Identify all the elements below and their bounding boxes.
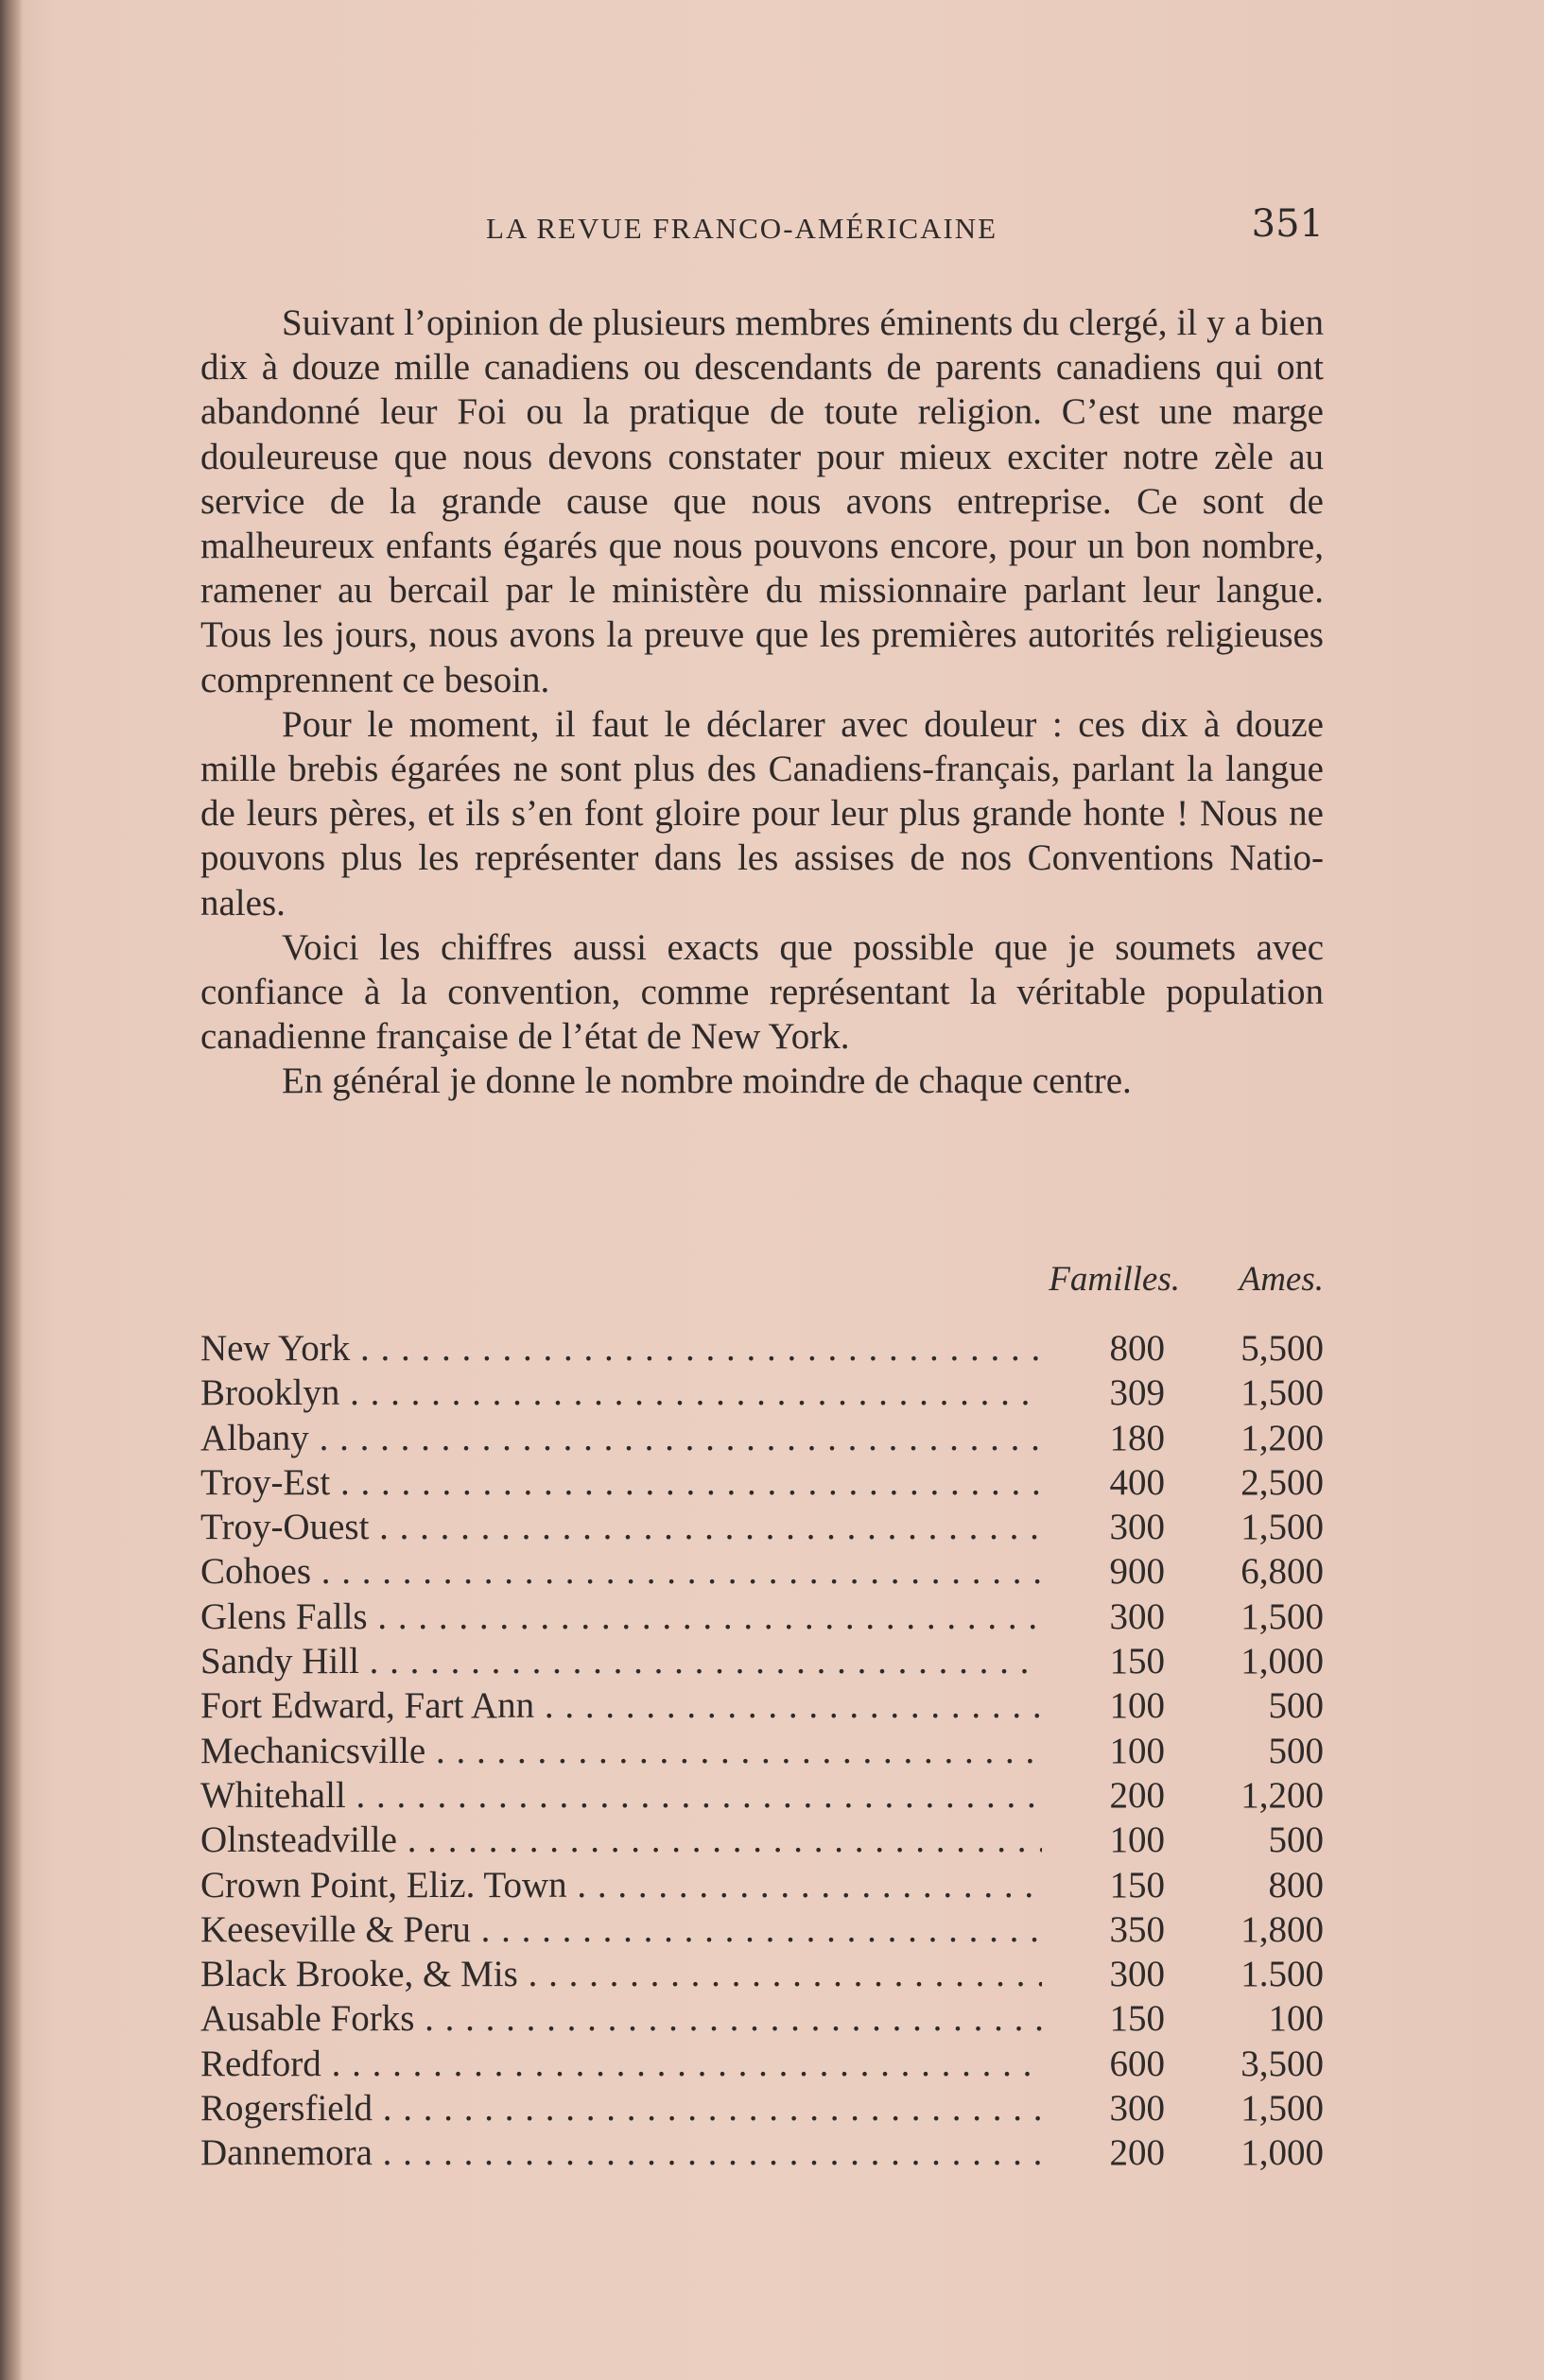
running-head (200, 202, 1324, 255)
familles-value: 200 (1109, 2132, 1165, 2174)
column-header-familles: Familles. (1049, 1260, 1180, 1299)
place-name: Keeseville & Peru (200, 1908, 471, 1950)
dot-leader (200, 2086, 1042, 2130)
paragraph: En général je donne le nombre moindre de chaque centre. (282, 1061, 1132, 1102)
table-row (200, 1907, 1324, 1952)
dot-leader (200, 1505, 1042, 1549)
paragraph: Pour le moment, il faut le déclarer avec douleur : ces dix à douze mille brebis égarées ne sont plus des Canadiens-français, parlant la langue de leurs pères, et ils s’en font gloire pour leur plus grande honte ! Nous ne pouvons plus les représenter dans les assises de nos Conventions Nationales. (200, 703, 1324, 923)
ames-value: 800 (1268, 1864, 1324, 1906)
place-name: Ausable Forks (200, 1998, 415, 2040)
ames-value: 500 (1268, 1685, 1324, 1727)
ames-value: 500 (1268, 1730, 1324, 1771)
dot-leader (200, 1907, 1042, 1952)
table-row (200, 1460, 1324, 1505)
familles-value: 309 (1109, 1372, 1165, 1414)
page-number: 351 (1251, 202, 1324, 246)
dot-leader (200, 1996, 1042, 2041)
table-row (200, 1371, 1324, 1415)
table-row (200, 1863, 1324, 1907)
ames-value: 1,200 (1240, 1774, 1324, 1816)
place-name: Glens Falls (200, 1595, 368, 1637)
familles-value: 300 (1109, 1954, 1165, 1995)
body-text (200, 301, 1324, 1104)
place-name: Whitehall (200, 1774, 346, 1816)
dot-leader (200, 1729, 1042, 1773)
dot-leader (200, 1863, 1042, 1907)
table-row (200, 1416, 1324, 1460)
dot-leader (200, 1683, 1042, 1728)
dot-leader (200, 1952, 1042, 1996)
dot-leader (200, 1371, 1042, 1415)
ames-value: 1,500 (1240, 1507, 1324, 1548)
ames-value: 1,200 (1240, 1417, 1324, 1458)
table-row (200, 1952, 1324, 1996)
familles-value: 400 (1109, 1461, 1165, 1503)
dot-leader (200, 1639, 1042, 1683)
table-row (200, 1326, 1324, 1371)
dot-leader (200, 1773, 1042, 1818)
ames-value: 1,000 (1240, 1641, 1324, 1682)
table-row (200, 2086, 1324, 2130)
dot-leader (200, 1549, 1042, 1594)
familles-value: 180 (1109, 1417, 1165, 1458)
familles-value: 600 (1109, 2043, 1165, 2084)
ames-value: 1,500 (1240, 1595, 1324, 1637)
place-name: Sandy Hill (200, 1641, 359, 1682)
place-name: Troy-Est (200, 1461, 331, 1503)
ames-value: 1,500 (1240, 1372, 1324, 1414)
ames-value: 3,500 (1240, 2043, 1324, 2084)
table-row (200, 2130, 1324, 2175)
ames-value: 500 (1268, 1819, 1324, 1861)
dot-leader (200, 2042, 1042, 2086)
dot-leader (200, 1416, 1042, 1460)
place-name: Black Brooke, & Mis (200, 1954, 518, 1995)
familles-value: 300 (1109, 2088, 1165, 2130)
familles-value: 150 (1109, 1864, 1165, 1906)
paragraph: Voici les chiffres aussi exacts que possible que je soumets avec confiance à la convention, comme représentant la véritable population canadienne française de l’état de New York. (200, 926, 1324, 1058)
ames-value: 2,500 (1240, 1461, 1324, 1503)
place-name: Albany (200, 1417, 309, 1458)
ames-value: 1,800 (1240, 1908, 1324, 1950)
paragraph: Suivant l’opinion de plusieurs membres éminents du clergé, il y a bien dix à douze mille canadiens ou descendants de parents canadiens qui ont abandonné leur Foi ou la pratique de toute religion. C’est une marge douleureuse que nous devons constater pour mieux exciter notre zèle au service de la grande cause que nous avons entreprise. Ce sont de malheureux enfants égarés que nous pouvons encore, pour un bon nombre, ramener au bercail par le ministère du missionnaire parlant leur langue. Tous les jours, nous avons la preuve que les premières autorités religieuses comprennent ce besoin. (200, 302, 1324, 700)
familles-value: 200 (1109, 1774, 1165, 1816)
table-row (200, 1505, 1324, 1549)
familles-value: 100 (1109, 1819, 1165, 1861)
table-row (200, 1595, 1324, 1639)
ames-value: 1.500 (1240, 1954, 1324, 1995)
place-name: Fort Edward, Fart Ann (200, 1685, 535, 1727)
dot-leader (200, 1818, 1042, 1862)
familles-value: 100 (1109, 1685, 1165, 1727)
place-name: Troy-Ouest (200, 1507, 370, 1548)
familles-value: 150 (1109, 1641, 1165, 1682)
table-row (200, 1729, 1324, 1773)
place-name: Redford (200, 2043, 321, 2084)
place-name: Dannemora (200, 2132, 373, 2174)
table-header (200, 1259, 1324, 1304)
place-name: New York (200, 1328, 351, 1369)
table-row (200, 1818, 1324, 1862)
table-row (200, 1639, 1324, 1683)
ames-value: 1,500 (1240, 2088, 1324, 2130)
place-name: Olnsteadville (200, 1819, 397, 1861)
dot-leader (200, 2130, 1042, 2175)
place-name: Brooklyn (200, 1372, 340, 1414)
column-header-ames: Ames. (1239, 1260, 1324, 1299)
familles-value: 800 (1109, 1328, 1165, 1369)
familles-value: 150 (1109, 1998, 1165, 2040)
book-spine-shadow (0, 0, 23, 2380)
place-name: Cohoes (200, 1551, 311, 1593)
table-row (200, 1996, 1324, 2041)
ames-value: 6,800 (1240, 1551, 1324, 1593)
dot-leader (200, 1326, 1042, 1371)
familles-value: 100 (1109, 1730, 1165, 1771)
table-row (200, 1549, 1324, 1594)
place-name: Mechanicsville (200, 1730, 426, 1771)
journal-title: LA REVUE FRANCO-AMÉRICAINE (486, 212, 998, 245)
ames-value: 1,000 (1240, 2132, 1324, 2174)
place-name: Crown Point, Eliz. Town (200, 1864, 567, 1906)
table-row (200, 2042, 1324, 2086)
familles-value: 900 (1109, 1551, 1165, 1593)
familles-value: 300 (1109, 1507, 1165, 1548)
familles-value: 300 (1109, 1595, 1165, 1637)
place-name: Rogersfield (200, 2088, 373, 2130)
table-row (200, 1683, 1324, 1728)
ames-value: 100 (1268, 1998, 1324, 2040)
familles-value: 350 (1109, 1908, 1165, 1950)
population-table (200, 1326, 1324, 2176)
dot-leader (200, 1595, 1042, 1639)
table-row (200, 1773, 1324, 1818)
ames-value: 5,500 (1240, 1328, 1324, 1369)
dot-leader (200, 1460, 1042, 1505)
